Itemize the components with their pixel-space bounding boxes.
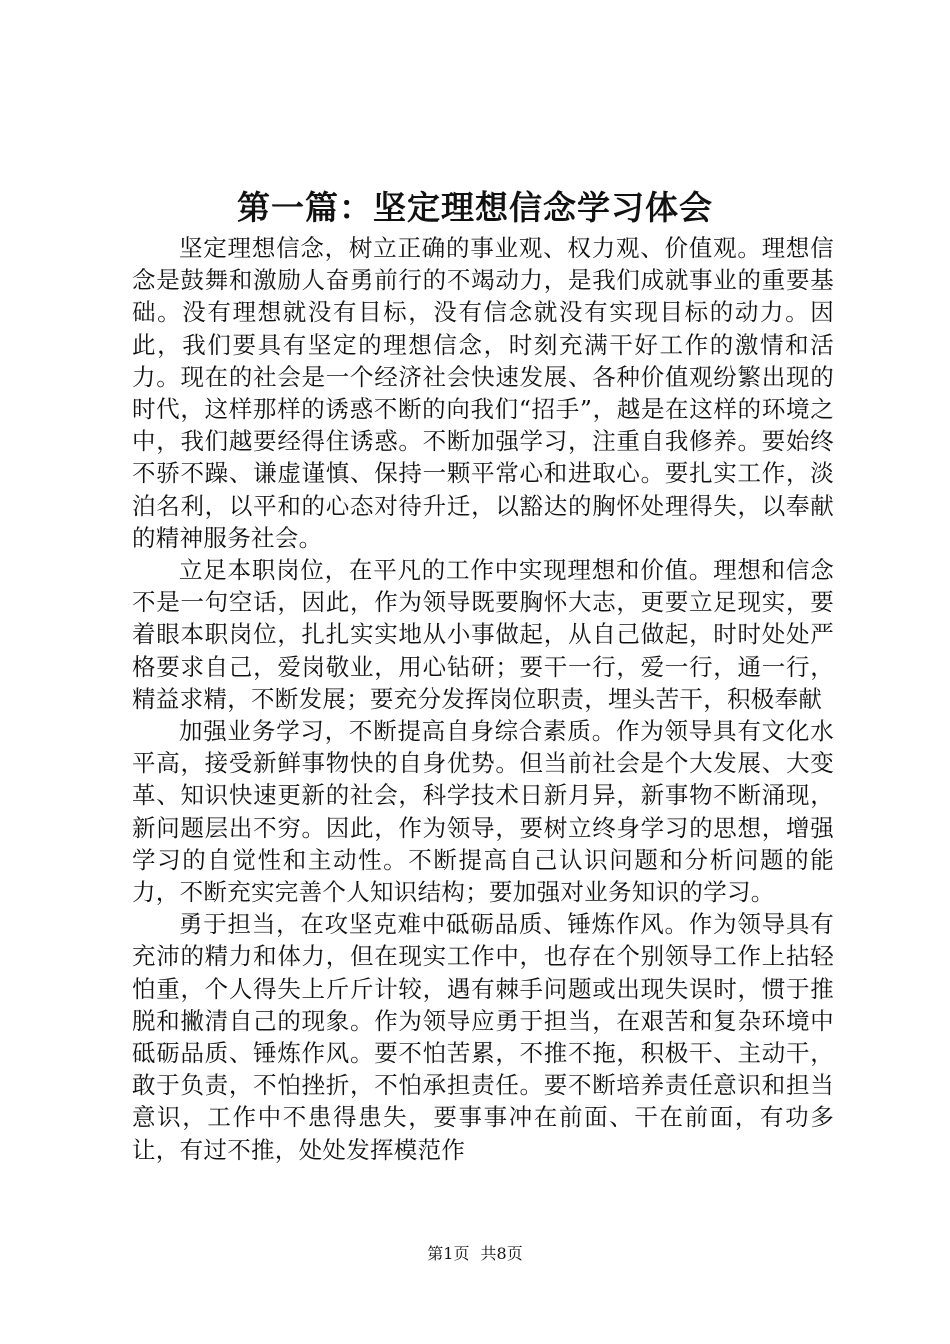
document-body [132, 232, 834, 1166]
paragraph-1: 坚定理想信念，树立正确的事业观、权力观、价值观。理想信念是鼓舞和激励人奋勇前行的不竭动力，是我们成就事业的重要基础。没有理想就没有目标，没有信念就没有实现目标的动力。因此，我们要具有坚定的理想信念，时刻充满干好工作的激情和活力。现在的社会是一个经济社会快速发展、各种价值观纷繁出现的时代，这样那样的诱惑不断的向我们“招手”，越是在这样的环境之中，我们越要经得住诱惑。不断加强学习，注重自我修养。要始终不骄不躁、谦虚谨慎、保持一颗平常心和进取心。要扎实工作，淡泊名利，以平和的心态对待升迁，以豁达的胸怀处理得失，以奉献的精神服务社会。 [132, 234, 834, 552]
document-title: 第一篇：坚定理想信念学习体会 [237, 188, 713, 227]
paragraph-2: 立足本职岗位，在平凡的工作中实现理想和价值。理想和信念不是一句空话，因此，作为领导既要胸怀大志，更要立足现实，要着眼本职岗位，扎扎实实地从小事做起，从自己做起，时时处处严格要求自己，爱岗敬业，用心钻研；要干一行，爱一行，通一行，精益求精，不断发展；要充分发挥岗位职责，埋头苦干，积极奉献 [132, 556, 834, 713]
page-number: 第1页 [427, 1244, 470, 1263]
page-total: 共8页 [480, 1244, 523, 1263]
paragraph-4: 勇于担当，在攻坚克难中砥砺品质、锤炼作风。作为领导具有充沛的精力和体力，但在现实工作中，也存在个别领导工作上拈轻怕重，个人得失上斤斤计较，遇有棘手问题或出现失误时，惯于推脱和撇清自己的现象。作为领导应勇于担当，在艰苦和复杂环境中砥砺品质、锤炼作风。要不怕苦累，不推不拖，积极干、主动干，敢于负责，不怕挫折，不怕承担责任。要不断培养责任意识和担当意识，工作中不患得患失，要事事冲在前面、干在前面，有功多让，有过不推，处处发挥模范作 [132, 910, 834, 1164]
paragraph-3: 加强业务学习，不断提高自身综合素质。作为领导具有文化水平高，接受新鲜事物快的自身优势。但当前社会是个大发展、大变革、知识快速更新的社会，科学技术日新月异，新事物不断涌现，新问题层出不穷。因此，作为领导，要树立终身学习的思想，增强学习的自觉性和主动性。不断提高自己认识问题和分析问题的能力，不断充实完善个人知识结构；要加强对业务知识的学习。 [132, 717, 834, 907]
page-footer [0, 1244, 950, 1264]
